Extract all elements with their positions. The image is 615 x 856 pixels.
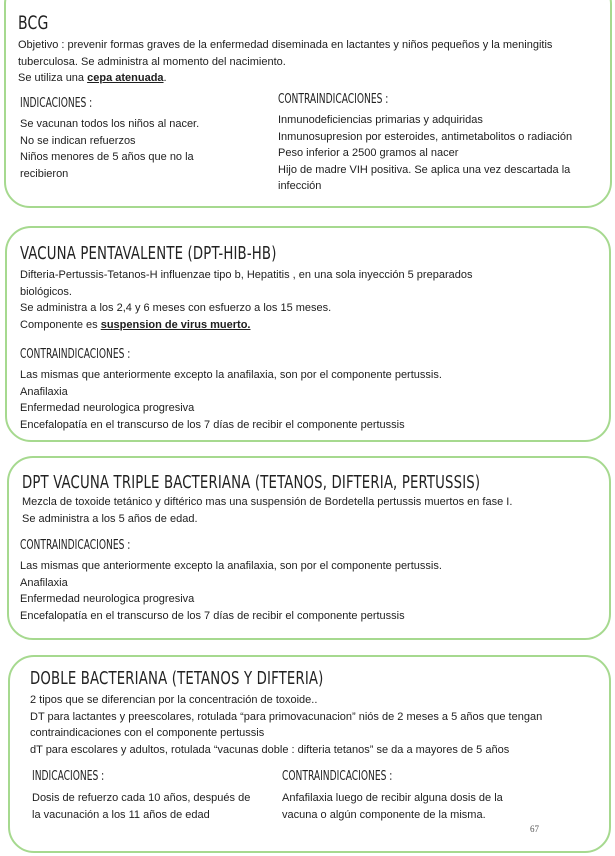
bcg-indicaciones-list xyxy=(20,116,245,182)
doble-body xyxy=(30,692,595,758)
bcg-contra-item: Inmunosupresion por esteroides, antimetabolitos o radiación xyxy=(278,130,573,143)
doble-line: 2 tipos que se diferencian por la concentración de toxoide.. xyxy=(30,694,318,706)
dpt-admin: Se administra a los 5 años de edad. xyxy=(22,512,198,525)
bcg-indicacion-item: Niños menores de 5 años que no la recibieron xyxy=(20,151,194,180)
bcg-cepa-prefix: Se utiliza una xyxy=(18,72,88,84)
pentavalente-contra-heading: CONTRAINDICACIONES : xyxy=(20,347,131,362)
pentavalente-contra-item: Anafilaxia xyxy=(20,385,68,398)
dpt-body xyxy=(22,494,582,527)
pentavalente-admin: Se administra a los 2,4 y 6 meses con esfuerzo a los 15 meses. xyxy=(20,302,332,314)
pentavalente-desc: Difteria-Pertussis-Tetanos-H influenzae tipo b, Hepatitis , en una sola inyección 5 preparados biológicos. xyxy=(20,269,473,298)
bcg-title: BCG xyxy=(18,12,49,34)
doble-contraindicaciones: Anfafilaxia luego de recibir alguna dosis de la vacuna o algún componente de la misma. xyxy=(282,792,503,821)
doble-indicaciones-heading: INDICACIONES : xyxy=(32,769,105,784)
pentavalente-contra-item: Encefalopatía en el transcurso de los 7 días de recibir el componente pertussis xyxy=(20,418,405,431)
bcg-objetivo-text: Objetivo : prevenir formas graves de la enfermedad diseminada en lactantes y niños pequeños y la meningitis tuberculosa. Se administra al momento del nacimiento. xyxy=(18,39,553,68)
dpt-contra-heading: CONTRAINDICACIONES : xyxy=(20,538,131,553)
dpt-desc: Mezcla de toxoide tetánico y diftérico mas una suspensión de Bordetella pertussis muertos en fase I. xyxy=(22,496,513,508)
doble-line: DT para lactantes y preescolares, rotulada “para primovacunacion” niós de 2 meses a 5 años que tengan contraindicaciones con el componente pertussis xyxy=(30,710,543,739)
pentavalente-comp-bold: suspension de virus muerto. xyxy=(100,318,251,331)
bcg-contra-item: Peso inferior a 2500 gramos al nacer xyxy=(278,147,459,159)
pentavalente-comp-line xyxy=(20,317,520,334)
pentavalente-contra-item: Enfermedad neurologica progresiva xyxy=(20,402,195,414)
bcg-cepa-line xyxy=(18,70,578,87)
dpt-contra-item: Anafilaxia xyxy=(20,576,68,589)
dpt-contra-list xyxy=(20,558,580,624)
dpt-contra-item: Enfermedad neurologica progresiva xyxy=(20,593,195,605)
bcg-indicacion-item: Se vacunan todos los niños al nacer. xyxy=(20,118,200,130)
doble-title: DOBLE BACTERIANA (TETANOS Y DIFTERIA) xyxy=(30,668,324,689)
page-number: 67 xyxy=(530,824,539,834)
doble-indicaciones: Dosis de refuerzo cada 10 años, después de la vacunación a los 11 años de edad xyxy=(32,792,251,821)
dpt-contra-item: Encefalopatía en el transcurso de los 7 días de recibir el componente pertussis xyxy=(20,609,405,622)
bcg-objetivo xyxy=(18,37,578,87)
bcg-contra-list xyxy=(278,112,610,195)
bcg-contra-heading: CONTRAINDICACIONES : xyxy=(278,92,389,107)
bcg-contra-item: Inmunodeficiencias primarias y adquiridas xyxy=(278,114,483,126)
pentavalente-contra-item: Las mismas que anteriormente excepto la anafilaxia, son por el componente pertussis. xyxy=(20,369,442,381)
pentavalente-body xyxy=(20,267,520,333)
doble-line: dT para escolares y adultos, rotulada “vacunas doble : difteria tetanos” se da a mayores de 5 años xyxy=(30,743,510,756)
bcg-indicacion-item: No se indican refuerzos xyxy=(20,134,136,147)
pentavalente-contra-list xyxy=(20,367,580,433)
dpt-title: DPT VACUNA TRIPLE BACTERIANA (TETANOS, DIFTERIA, PERTUSSIS) xyxy=(22,472,481,493)
bcg-cepa-bold: cepa atenuada xyxy=(87,72,164,84)
dpt-contra-item: Las mismas que anteriormente excepto la anafilaxia, son por el componente pertussis. xyxy=(20,560,442,572)
bcg-indicaciones-heading: INDICACIONES : xyxy=(20,96,93,111)
doble-contra-heading: CONTRAINDICACIONES : xyxy=(282,769,393,784)
bcg-contra-item: Hijo de madre VIH positiva. Se aplica una vez descartada la infección xyxy=(278,163,571,192)
pentavalente-title: VACUNA PENTAVALENTE (DPT-HIB-HB) xyxy=(20,243,277,264)
bcg-cepa-suffix: . xyxy=(163,72,167,84)
pentavalente-comp-prefix: Componente es xyxy=(20,318,101,331)
